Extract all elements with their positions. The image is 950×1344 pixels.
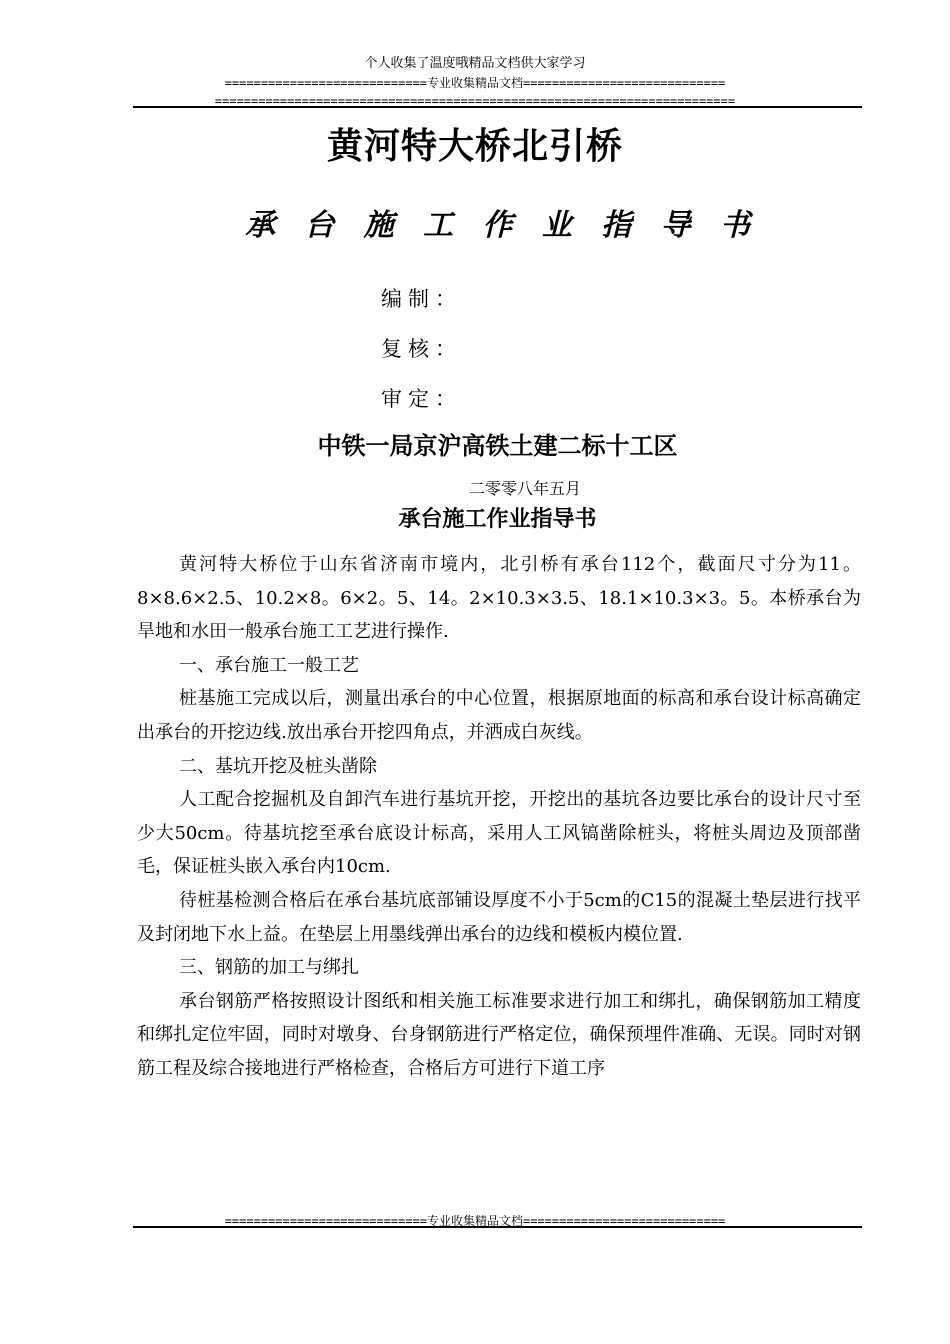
- section-heading: 二、基坑开挖及桩头凿除: [179, 755, 377, 777]
- subtitle-char: 工: [423, 208, 454, 243]
- paragraph: 人工配合挖掘机及自卸汽车进行基坑开挖，开挖出的基坑各边要比承台的设计尺寸至少大50cm。待基坑挖至承台底设计标高，采用人工风镐凿除桩头，将桩头周边及顶部凿毛，保证桩头嵌入承台内10cm.: [137, 789, 861, 878]
- sign-editor-label: 编制：: [381, 287, 462, 311]
- subtitle-char: 指: [601, 208, 632, 243]
- header-note: 个人收集了温度哦精品文档供大家学习: [364, 56, 586, 71]
- section-heading: 一、承台施工一般工艺: [179, 654, 359, 676]
- subtitle-char: 承: [245, 208, 275, 243]
- footer-banner: ============================专业收集精品文档============================: [224, 1214, 726, 1228]
- sign-approver-label: 审定：: [381, 387, 462, 411]
- organization-name: 中铁一局京沪高铁土建二标十工区: [317, 432, 678, 460]
- paragraph: 待桩基检测合格后在承台基坑底部铺设厚度不小于5cm的C15的混凝土垫层进行找平及封闭地下水上益。在垫层上用墨线弹出承台的边线和模板内模位置.: [137, 889, 861, 945]
- header-rule: [133, 106, 862, 108]
- paragraph: 承台钢筋严格按照设计图纸和相关施工标准要求进行加工和绑扎，确保钢筋加工精度和绑扎定位牢固，同时对墩身、台身钢筋进行严格定位，确保预埋件准确、无误。同时对钢筋工程及综合接地进行严格检查，合格后方可进行下道工序: [137, 990, 861, 1079]
- subtitle-char: 业: [541, 208, 572, 243]
- paragraph: 桩基施工完成以后，测量出承台的中心位置，根据原地面的标高和承台设计标高确定出承台的开挖边线.放出承台开挖四角点，并洒成白灰线。: [137, 688, 861, 743]
- document-body: [137, 548, 861, 1086]
- subtitle-char: 导: [660, 208, 691, 243]
- section-heading: 三、钢筋的加工与绑扎: [179, 957, 359, 979]
- subtitle-char: 书: [720, 208, 750, 243]
- paragraph-intro: 黄河特大桥位于山东省济南市境内，北引桥有承台112个，截面尺寸分为11。8×8.6×2.5、10.2×8。6×2。5、14。2×10.3×3.5、18.1×10.3×3。5。本桥承台为旱地和水田一般承台施工工艺进行操作.: [137, 554, 861, 643]
- cover-title: 黄河特大桥北引桥: [326, 126, 623, 167]
- document-title: 承台施工作业指导书: [398, 507, 597, 532]
- subtitle-char: 台: [304, 208, 335, 243]
- subtitle-char: 施: [363, 208, 394, 243]
- cover-date: 二零零八年五月: [468, 479, 581, 498]
- header-rule-equals: ========================================================================: [214, 94, 736, 108]
- sign-reviewer-label: 复核：: [381, 337, 462, 361]
- cover-subtitle: [245, 206, 750, 246]
- header-banner: ============================专业收集精品文档============================: [224, 76, 726, 90]
- subtitle-char: 作: [482, 208, 513, 243]
